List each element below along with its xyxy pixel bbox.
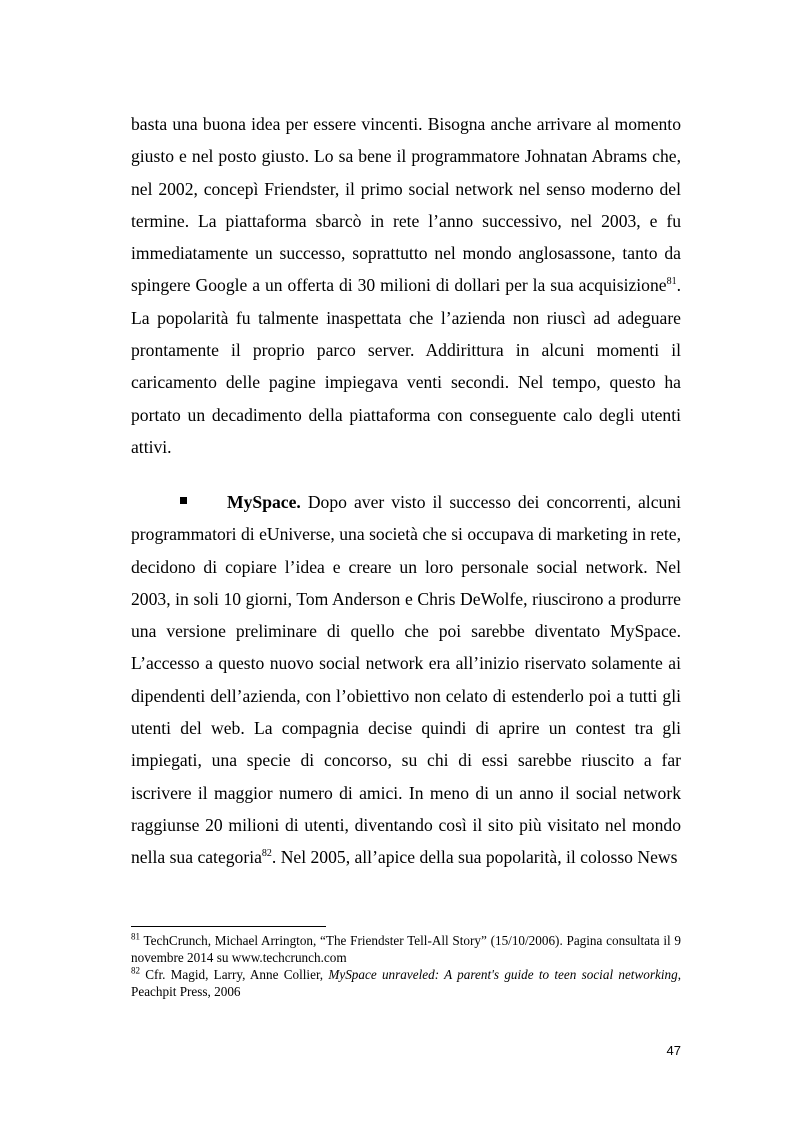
- footnote-81: [131, 932, 681, 966]
- footnote-number: 81: [131, 931, 140, 942]
- paragraph-text: basta una buona idea per essere vincenti. Bisogna anche arrivare al momento giusto e nel posto giusto. Lo sa bene il programmatore Johnatan Abrams che, nel 2002, concepì Friendster, il primo social network nel senso moderno del termine. La piattaforma sbarcò in rete l’anno successivo, nel 2003, e fu immediatamente un successo, soprattutto nel mondo anglosassone, tanto da spingere Google a un offerta di 30 milioni di dollari per la sua acquisizione: [131, 114, 681, 296]
- footnote-book-title: MySpace unraveled: A parent's guide to teen social networking: [328, 967, 678, 982]
- paragraph-text-continued: . La popolarità fu talmente inaspettata che l’azienda non riuscì ad adeguare prontamente il proprio parco server. Addirittura in alcuni momenti il caricamento delle pagine impiegava venti secondi. Nel tempo, questo ha portato un decadimento della piattaforma con conseguente calo degli utenti attivi.: [131, 275, 681, 457]
- footnote-number: 82: [131, 965, 140, 976]
- page-number: 47: [666, 1043, 681, 1058]
- body-paragraph-myspace: [131, 486, 681, 874]
- footnote-text: Cfr. Magid, Larry, Anne Collier,: [140, 967, 329, 982]
- paragraph-text-continued: . Nel 2005, all’apice della sua popolarità, il colosso News: [271, 847, 678, 868]
- footnote-separator: [131, 926, 326, 927]
- body-paragraph-friendster: [131, 108, 681, 463]
- footnote-text-continued: , Peachpit Press, 2006: [131, 967, 681, 999]
- footnote-reference-82[interactable]: 82: [261, 848, 272, 860]
- footnote-82: [131, 966, 681, 1000]
- paragraph-text: Dopo aver visto il successo dei concorrenti, alcuni programmatori di eUniverse, una società che si occupava di marketing in rete, decidono di copiare l’idea e creare un loro personale social network. Nel 2003, in soli 10 giorni, Tom Anderson e Chris DeWolfe, riuscirono a produrre una versione preliminare di quello che poi sarebbe diventato MySpace. L’accesso a questo nuovo social network era all’inizio riservato solamente ai dipendenti dell’azienda, con l’obiettivo non celato di estenderlo poi a tutti gli utenti del web. La compagnia decise quindi di aprire un contest tra gli impiegati, una specie di concorso, su chi di essi sarebbe riuscito a far iscrivere il maggior numero di amici. In meno di un anno il social network raggiunse 20 milioni di utenti, diventando così il sito più visitato nel mondo nella sua categoria: [131, 492, 681, 868]
- footnotes: [131, 932, 681, 1000]
- footnote-reference-81[interactable]: 81: [666, 276, 677, 288]
- list-item-heading: MySpace.: [227, 492, 301, 512]
- footnote-text: TechCrunch, Michael Arrington, “The Friendster Tell-All Story” (15/10/2006). Pagina consultata il 9 novembre 2014 su www.techcrunch.com: [131, 933, 681, 965]
